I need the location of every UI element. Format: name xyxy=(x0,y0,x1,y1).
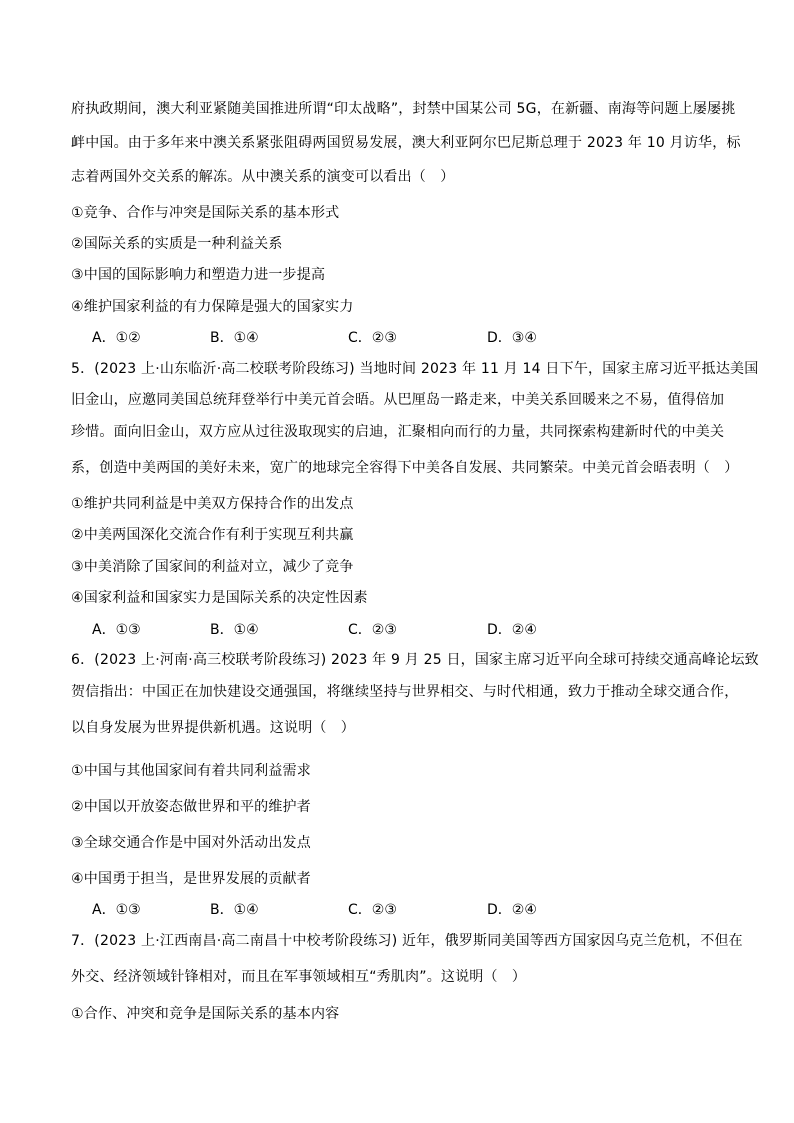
q4-item-3: ③中国的国际影响力和塑造力进一步提高 xyxy=(71,267,326,283)
q5-option-b[interactable]: B．①④ xyxy=(210,622,259,638)
q4-option-a[interactable]: A．①② xyxy=(92,330,141,346)
q4-item-4: ④维护国家利益的有力保障是强大的国家实力 xyxy=(71,299,354,315)
q5-option-c[interactable]: C．②③ xyxy=(348,622,397,638)
q6-item-1: ①中国与其他国家间有着共同利益需求 xyxy=(71,763,311,779)
q5-item-3: ③中美消除了国家间的利益对立，减少了竞争 xyxy=(71,559,354,575)
q6-stem-line-3: 以自身发展为世界提供新机遇。这说明（ ） xyxy=(71,720,355,736)
q5-item-1: ①维护共同利益是中美双方保持合作的出发点 xyxy=(71,496,354,512)
q5-stem-line-4: 系，创造中美两国的美好未来，宽广的地球完全容得下中美各自发展、共同繁荣。中美元首会晤表明（ ） xyxy=(71,460,739,476)
q7-stem-line-1: 7．(2023 上·江西南昌·高二南昌十中校考阶段练习) 近年，俄罗斯同美国等西方国家因乌克兰危机，不但在 xyxy=(71,933,743,949)
q4-stem-line-3: 志着两国外交关系的解冻。从中澳关系的演变可以看出（ ） xyxy=(71,169,455,185)
q5-option-a[interactable]: A．①③ xyxy=(92,622,141,638)
q6-option-d[interactable]: D．②④ xyxy=(487,902,537,918)
q6-item-4: ④中国勇于担当，是世界发展的贡献者 xyxy=(71,871,311,887)
q6-option-b[interactable]: B．①④ xyxy=(210,902,259,918)
q4-stem-line-1: 府执政期间，澳大利亚紧随美国推进所谓“印太战略”，封禁中国某公司 5G，在新疆、南海等问题上屡屡挑 xyxy=(71,101,736,117)
q6-option-c[interactable]: C．②③ xyxy=(348,902,397,918)
q6-item-2: ②中国以开放姿态做世界和平的维护者 xyxy=(71,799,311,815)
q6-item-3: ③全球交通合作是中国对外活动出发点 xyxy=(71,835,311,851)
q4-item-1: ①竞争、合作与冲突是国际关系的基本形式 xyxy=(71,205,340,221)
q6-stem-line-2: 贺信指出：中国正在加快建设交通强国，将继续坚持与世界相交、与时代相通，致力于推动全球交通合作， xyxy=(71,684,739,700)
q4-item-2: ②国际关系的实质是一种利益关系 xyxy=(71,236,283,252)
q4-option-d[interactable]: D．③④ xyxy=(487,330,537,346)
q4-option-b[interactable]: B．①④ xyxy=(210,330,259,346)
q6-stem-line-1: 6．(2023 上·河南·高三校联考阶段练习) 2023 年 9 月 25 日，国家主席习近平向全球可持续交通高峰论坛致 xyxy=(71,652,759,668)
q7-item-1: ①合作、冲突和竞争是国际关系的基本内容 xyxy=(71,1006,340,1022)
q5-stem-line-3: 珍惜。面向旧金山，双方应从过往汲取现实的启迪，汇聚相向而行的力量，共同探索构建新时代的中美关 xyxy=(71,424,725,440)
q4-option-c[interactable]: C．②③ xyxy=(348,330,397,346)
q7-stem-line-2: 外交、经济领域针锋相对，而且在军事领域相互“秀肌肉”。这说明（ ） xyxy=(71,969,527,985)
q4-stem-line-2: 衅中国。由于多年来中澳关系紧张阻碍两国贸易发展，澳大利亚阿尔巴尼斯总理于 2023 年 10 月访华，标 xyxy=(71,135,741,151)
q5-stem-line-2: 旧金山，应邀同美国总统拜登举行中美元首会晤。从巴厘岛一路走来，中美关系回暖来之不易，值得倍加 xyxy=(71,392,725,408)
q5-item-4: ④国家利益和国家实力是国际关系的决定性因素 xyxy=(71,590,368,606)
q6-option-a[interactable]: A．①③ xyxy=(92,902,141,918)
q5-stem-line-1: 5．(2023 上·山东临沂·高二校联考阶段练习) 当地时间 2023 年 11 月 14 日下午，国家主席习近平抵达美国 xyxy=(71,361,759,377)
q5-option-d[interactable]: D．②④ xyxy=(487,622,537,638)
q5-item-2: ②中美两国深化交流合作有利于实现互利共赢 xyxy=(71,527,354,543)
